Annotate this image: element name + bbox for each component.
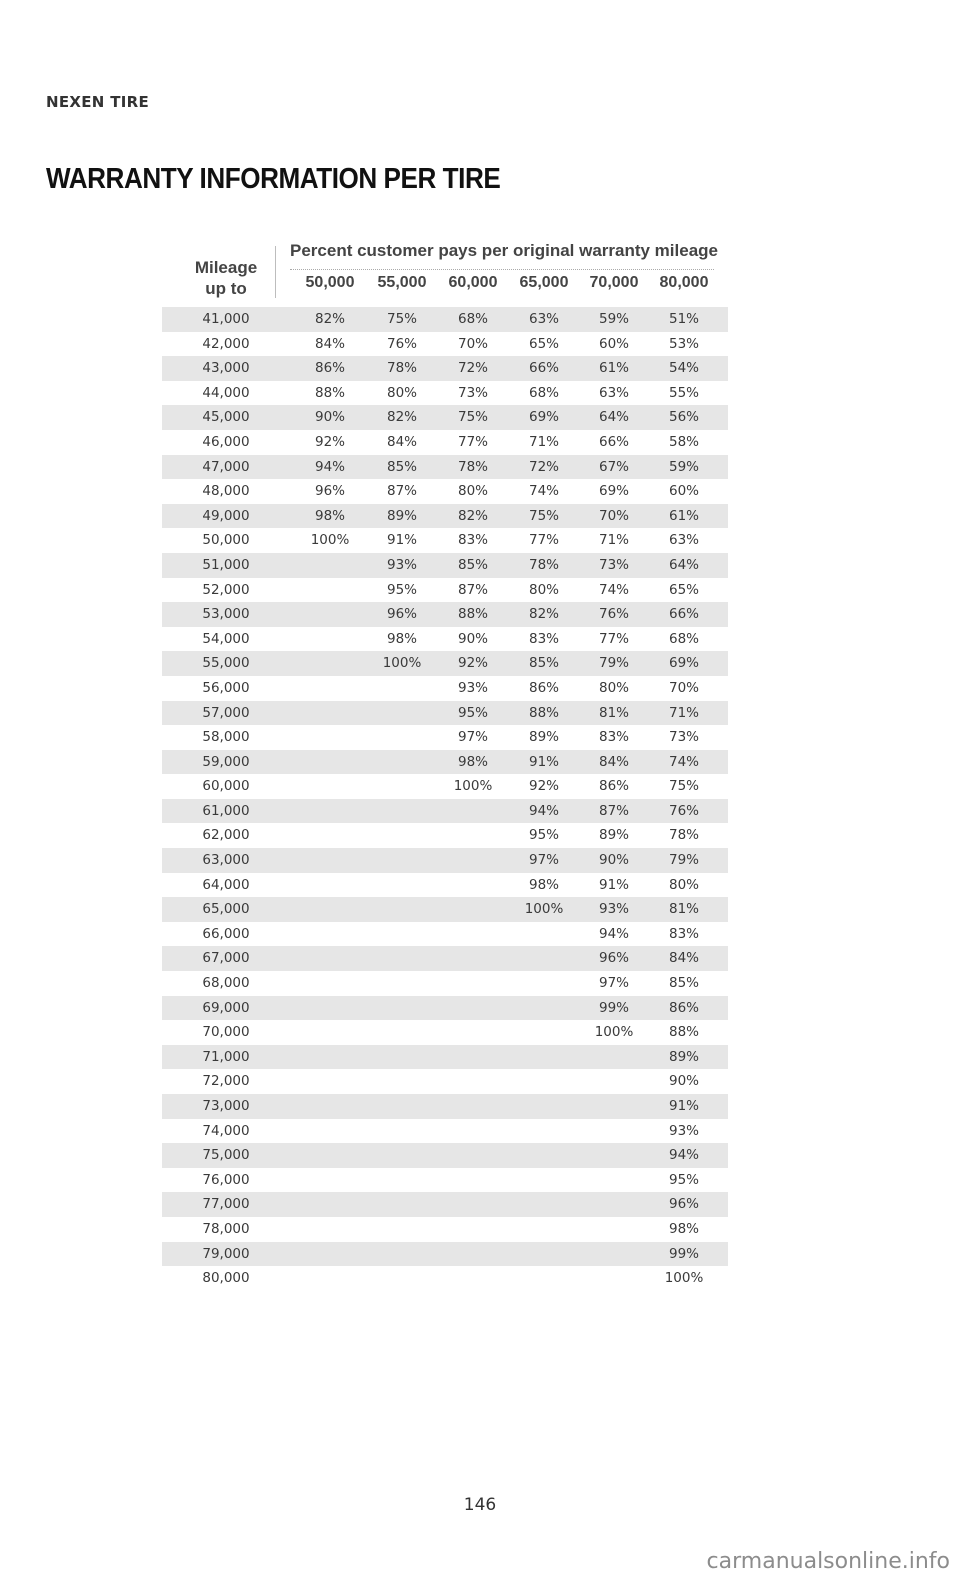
percent-cell: 81% — [668, 901, 699, 918]
mileage-cell: 70,000 — [202, 1024, 250, 1041]
mileage-cell: 79,000 — [202, 1245, 250, 1262]
percent-cell: 74% — [598, 581, 629, 598]
percent-cell: 74% — [528, 483, 559, 500]
percent-cell: 92% — [457, 655, 488, 672]
table-row — [162, 1045, 728, 1070]
percent-cell: 93% — [598, 901, 629, 918]
percent-cell: 61% — [598, 360, 629, 377]
table-row — [162, 627, 728, 652]
table-row — [162, 528, 728, 553]
mileage-cell: 51,000 — [202, 556, 250, 573]
table-row — [162, 1168, 728, 1193]
percent-cell: 89% — [598, 827, 629, 844]
warranty-column-headers — [162, 274, 728, 296]
mileage-header-line1: Mileage — [194, 258, 258, 277]
table-row — [162, 750, 728, 775]
mileage-cell: 48,000 — [202, 483, 250, 500]
percent-cell: 83% — [598, 729, 629, 746]
table-row — [162, 799, 728, 824]
percent-cell: 95% — [457, 704, 488, 721]
percent-cell: 66% — [668, 606, 699, 623]
mileage-cell: 66,000 — [202, 925, 250, 942]
table-row — [162, 848, 728, 873]
mileage-cell: 65,000 — [202, 901, 250, 918]
table-row — [162, 553, 728, 578]
percent-cell: 100% — [524, 901, 564, 918]
percent-cell: 68% — [528, 384, 559, 401]
percent-cell: 76% — [668, 802, 699, 819]
column-header: 80,000 — [659, 274, 709, 291]
mileage-cell: 76,000 — [202, 1171, 250, 1188]
percent-cell: 88% — [457, 606, 488, 623]
percent-cell: 84% — [668, 950, 699, 967]
table-row — [162, 946, 728, 971]
percent-header: Percent customer pays per original warranty mileage — [290, 241, 718, 260]
percent-cell: 76% — [386, 335, 417, 352]
percent-cell: 79% — [668, 852, 699, 869]
percent-cell: 91% — [386, 532, 417, 549]
percent-cell: 51% — [668, 311, 699, 327]
table-row — [162, 1069, 728, 1094]
mileage-cell: 74,000 — [202, 1122, 250, 1139]
page-title: WARRANTY INFORMATION PER TIRE — [46, 163, 501, 195]
mileage-cell: 67,000 — [202, 950, 250, 967]
mileage-cell: 58,000 — [202, 729, 250, 746]
table-row — [162, 873, 728, 898]
column-header: 50,000 — [305, 274, 355, 291]
table-row — [162, 504, 728, 529]
percent-cell: 100% — [310, 532, 350, 549]
table-row — [162, 1217, 728, 1242]
table-row — [162, 332, 728, 357]
percent-cell: 89% — [528, 729, 559, 746]
table-row — [162, 823, 728, 848]
table-row — [162, 897, 728, 922]
percent-cell: 95% — [528, 827, 559, 844]
percent-cell: 88% — [668, 1024, 699, 1041]
percent-cell: 98% — [314, 507, 345, 524]
percent-cell: 64% — [598, 409, 629, 426]
percent-cell: 73% — [598, 556, 629, 573]
mileage-cell: 43,000 — [202, 360, 250, 377]
mileage-cell: 46,000 — [202, 433, 250, 450]
mileage-cell: 68,000 — [202, 975, 250, 992]
percent-cell: 90% — [457, 630, 488, 647]
mileage-cell: 72,000 — [202, 1073, 250, 1090]
percent-cell: 96% — [668, 1196, 699, 1213]
percent-cell: 85% — [386, 458, 417, 475]
table-row — [162, 651, 728, 676]
percent-cell: 85% — [457, 556, 488, 573]
table-header — [162, 230, 728, 306]
percent-cell: 68% — [457, 311, 488, 327]
percent-cell: 85% — [668, 975, 699, 992]
table-row — [162, 725, 728, 750]
mileage-cell: 78,000 — [202, 1220, 250, 1237]
percent-cell: 83% — [528, 630, 559, 647]
percent-cell: 69% — [598, 483, 629, 500]
table-row — [162, 405, 728, 430]
column-header: 65,000 — [519, 274, 569, 291]
percent-cell: 100% — [382, 655, 422, 672]
table-row — [162, 1143, 728, 1168]
percent-cell: 98% — [457, 753, 488, 770]
percent-cell: 63% — [598, 384, 629, 401]
percent-cell: 94% — [668, 1147, 699, 1164]
percent-cell: 89% — [386, 507, 417, 524]
percent-cell: 87% — [457, 581, 488, 598]
column-header: 55,000 — [377, 274, 427, 291]
percent-cell: 81% — [598, 704, 629, 721]
percent-cell: 93% — [457, 679, 488, 696]
table-row — [162, 578, 728, 603]
mileage-header-line2: up to — [205, 279, 247, 298]
percent-cell: 64% — [668, 556, 699, 573]
percent-cell: 93% — [386, 556, 417, 573]
table-row — [162, 701, 728, 726]
percent-cell: 80% — [386, 384, 417, 401]
mileage-cell: 75,000 — [202, 1147, 250, 1164]
percent-cell: 68% — [668, 630, 699, 647]
table-row — [162, 922, 728, 947]
mileage-cell: 71,000 — [202, 1048, 250, 1065]
percent-cell: 75% — [528, 507, 559, 524]
mileage-cell: 49,000 — [202, 507, 250, 524]
percent-cell: 86% — [314, 360, 345, 377]
percent-cell: 86% — [668, 999, 699, 1016]
mileage-cell: 57,000 — [202, 704, 250, 721]
percent-cell: 80% — [457, 483, 488, 500]
watermark: carmanualsonline.info — [706, 1549, 950, 1574]
percent-cell: 87% — [598, 802, 629, 819]
table-row — [162, 430, 728, 455]
table-body — [162, 307, 728, 1291]
percent-cell: 58% — [668, 433, 699, 450]
percent-cell: 92% — [528, 778, 559, 795]
mileage-cell: 55,000 — [202, 655, 250, 672]
mileage-cell: 64,000 — [202, 876, 250, 893]
percent-cell: 73% — [457, 384, 488, 401]
percent-cell: 69% — [668, 655, 699, 672]
percent-cell: 71% — [528, 433, 559, 450]
mileage-cell: 42,000 — [202, 335, 250, 352]
percent-cell: 60% — [668, 483, 699, 500]
percent-cell: 65% — [668, 581, 699, 598]
percent-cell: 82% — [457, 507, 488, 524]
percent-cell: 84% — [598, 753, 629, 770]
percent-cell: 100% — [664, 1270, 704, 1287]
page-number: 146 — [463, 1495, 497, 1515]
table-row — [162, 676, 728, 701]
brand-name: NEXEN TIRE — [46, 93, 149, 111]
mileage-cell: 41,000 — [202, 311, 250, 327]
mileage-cell: 50,000 — [202, 532, 250, 549]
percent-cell: 60% — [598, 335, 629, 352]
percent-cell: 71% — [668, 704, 699, 721]
percent-cell: 71% — [598, 532, 629, 549]
percent-cell: 94% — [314, 458, 345, 475]
percent-cell: 72% — [528, 458, 559, 475]
table-row — [162, 1094, 728, 1119]
table-row — [162, 1242, 728, 1267]
percent-cell: 91% — [668, 1098, 699, 1114]
percent-cell: 77% — [598, 630, 629, 647]
table-row — [162, 1020, 728, 1045]
percent-cell: 84% — [314, 335, 345, 352]
percent-cell: 78% — [386, 360, 417, 377]
percent-cell: 78% — [457, 458, 488, 475]
mileage-cell: 53,000 — [202, 606, 250, 623]
mileage-cell: 62,000 — [202, 827, 250, 844]
percent-cell: 97% — [457, 729, 488, 746]
column-header: 60,000 — [448, 274, 498, 291]
percent-cell: 80% — [668, 876, 699, 893]
percent-cell: 72% — [457, 360, 488, 377]
table-row — [162, 602, 728, 627]
percent-cell: 92% — [314, 433, 345, 450]
percent-cell: 98% — [668, 1220, 699, 1237]
percent-cell: 91% — [528, 753, 559, 770]
percent-cell: 67% — [598, 458, 629, 475]
percent-cell: 87% — [386, 483, 417, 500]
percent-cell: 90% — [598, 852, 629, 869]
percent-cell: 98% — [386, 630, 417, 647]
table-row — [162, 356, 728, 381]
percent-cell: 89% — [668, 1048, 699, 1065]
percent-cell: 85% — [528, 655, 559, 672]
table-row — [162, 479, 728, 504]
percent-cell: 61% — [668, 507, 699, 524]
percent-cell: 63% — [528, 311, 559, 327]
percent-cell: 73% — [668, 729, 699, 746]
percent-cell: 83% — [668, 925, 699, 942]
percent-cell: 77% — [528, 532, 559, 549]
mileage-cell: 44,000 — [202, 384, 250, 401]
percent-cell: 59% — [668, 458, 699, 475]
mileage-cell: 47,000 — [202, 458, 250, 475]
percent-cell: 93% — [668, 1122, 699, 1139]
percent-cell: 70% — [668, 679, 699, 696]
table-row — [162, 971, 728, 996]
table-row — [162, 774, 728, 799]
percent-cell: 94% — [528, 802, 559, 819]
table-row — [162, 1119, 728, 1144]
percent-cell: 94% — [598, 925, 629, 942]
percent-cell: 66% — [528, 360, 559, 377]
percent-cell: 75% — [386, 311, 417, 327]
percent-cell: 97% — [598, 975, 629, 992]
percent-cell: 74% — [668, 753, 699, 770]
percent-cell: 82% — [528, 606, 559, 623]
percent-cell: 80% — [598, 679, 629, 696]
mileage-cell: 59,000 — [202, 753, 250, 770]
table-row — [162, 381, 728, 406]
percent-cell: 79% — [598, 655, 629, 672]
mileage-cell: 80,000 — [202, 1270, 250, 1287]
percent-cell: 96% — [386, 606, 417, 623]
percent-cell: 88% — [528, 704, 559, 721]
percent-cell: 53% — [668, 335, 699, 352]
percent-cell: 86% — [598, 778, 629, 795]
percent-cell: 75% — [668, 778, 699, 795]
percent-cell: 54% — [668, 360, 699, 377]
percent-cell: 80% — [528, 581, 559, 598]
table-row — [162, 307, 728, 332]
percent-cell: 76% — [598, 606, 629, 623]
percent-cell: 91% — [598, 876, 629, 893]
percent-cell: 95% — [668, 1171, 699, 1188]
percent-cell: 77% — [457, 433, 488, 450]
table-row — [162, 455, 728, 480]
table-row — [162, 1266, 728, 1291]
percent-cell: 59% — [598, 311, 629, 327]
percent-cell: 55% — [668, 384, 699, 401]
percent-cell: 78% — [668, 827, 699, 844]
percent-cell: 86% — [528, 679, 559, 696]
percent-cell: 56% — [668, 409, 699, 426]
percent-cell: 100% — [594, 1024, 634, 1041]
table-row — [162, 1192, 728, 1217]
percent-cell: 82% — [314, 311, 345, 327]
percent-cell: 82% — [386, 409, 417, 426]
mileage-cell: 69,000 — [202, 999, 250, 1016]
percent-cell: 66% — [598, 433, 629, 450]
mileage-cell: 52,000 — [202, 581, 250, 598]
percent-cell: 63% — [668, 532, 699, 549]
percent-cell: 70% — [598, 507, 629, 524]
percent-cell: 69% — [528, 409, 559, 426]
percent-cell: 99% — [598, 999, 629, 1016]
percent-cell: 95% — [386, 581, 417, 598]
mileage-cell: 63,000 — [202, 852, 250, 869]
percent-cell: 70% — [457, 335, 488, 352]
percent-cell: 75% — [457, 409, 488, 426]
mileage-cell: 45,000 — [202, 409, 250, 426]
mileage-cell: 56,000 — [202, 679, 250, 696]
mileage-cell: 77,000 — [202, 1196, 250, 1213]
percent-cell: 98% — [528, 876, 559, 893]
percent-cell: 99% — [668, 1245, 699, 1262]
mileage-cell: 73,000 — [202, 1098, 250, 1114]
percent-cell: 90% — [314, 409, 345, 426]
percent-cell: 96% — [314, 483, 345, 500]
percent-cell: 65% — [528, 335, 559, 352]
mileage-cell: 60,000 — [202, 778, 250, 795]
percent-cell: 84% — [386, 433, 417, 450]
percent-cell: 83% — [457, 532, 488, 549]
percent-cell: 90% — [668, 1073, 699, 1090]
mileage-cell: 61,000 — [202, 802, 250, 819]
percent-cell: 88% — [314, 384, 345, 401]
percent-cell: 96% — [598, 950, 629, 967]
column-header: 70,000 — [589, 274, 639, 291]
table-row — [162, 996, 728, 1021]
percent-cell: 97% — [528, 852, 559, 869]
warranty-table — [162, 230, 728, 1287]
header-dotted-rule — [290, 269, 714, 270]
percent-cell: 78% — [528, 556, 559, 573]
percent-cell: 100% — [453, 778, 493, 795]
mileage-cell: 54,000 — [202, 630, 250, 647]
